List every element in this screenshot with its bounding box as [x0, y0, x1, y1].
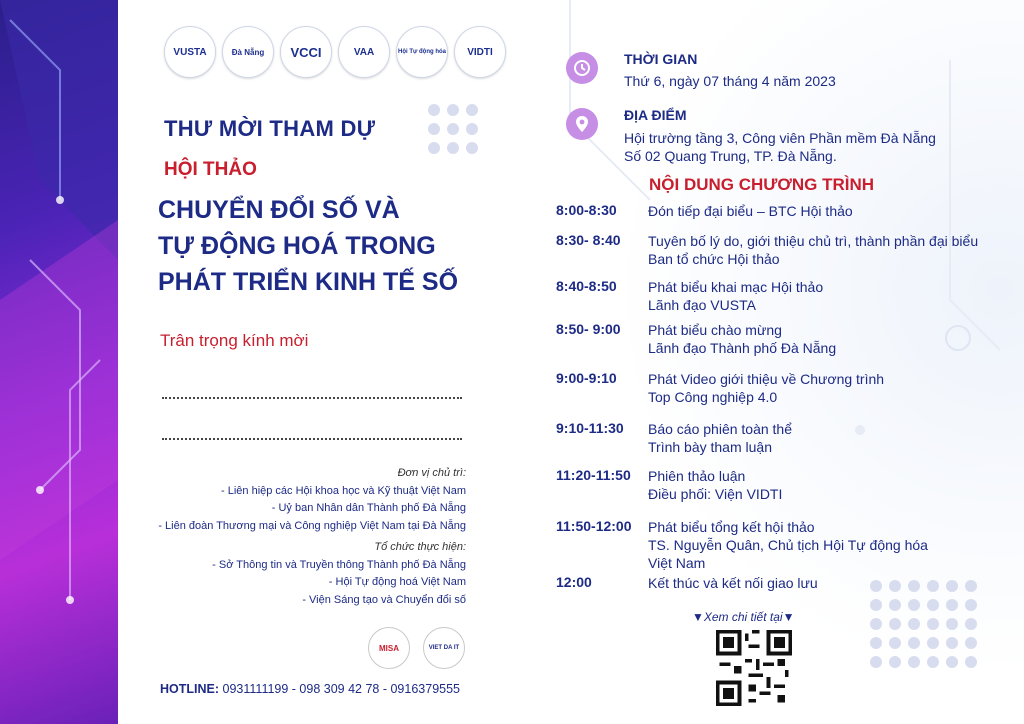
agenda-line: Phiên thảo luận: [648, 468, 746, 484]
hotline: [160, 682, 460, 696]
vaa-logo: [338, 26, 390, 78]
agenda-line: Đón tiếp đại biểu – BTC Hội thảo: [648, 203, 853, 219]
host-item: - Liên hiệp các Hội khoa học và Kỹ thuật Việt Nam: [221, 484, 466, 497]
agenda-line: Phát biểu tổng kết hội thảo: [648, 519, 815, 535]
circuit-pattern: [0, 0, 118, 724]
agenda-time: 9:00-9:10: [556, 370, 617, 386]
vaa-logo-text: VAA: [353, 46, 375, 58]
decorative-dots-top: [428, 104, 478, 154]
name-blank-line-2: [162, 438, 462, 440]
decorative-side-band: [0, 0, 118, 724]
agenda-time: 11:50-12:00: [556, 518, 632, 534]
time-label: THỜI GIAN: [624, 51, 698, 67]
host-header: Đơn vị chủ trì:: [397, 467, 466, 479]
agenda-time: 8:50- 9:00: [556, 321, 621, 337]
agenda-line: Ban tổ chức Hội thảo: [648, 251, 780, 267]
agenda-time: 8:40-8:50: [556, 278, 617, 294]
agenda-line: Trình bày tham luận: [648, 439, 772, 455]
clock-icon: [566, 52, 598, 84]
hotline-label: HOTLINE:: [160, 682, 220, 696]
qr-code[interactable]: [716, 630, 792, 706]
agenda-description: [648, 232, 1018, 268]
agenda-time: 8:00-8:30: [556, 202, 617, 218]
decorative-dots-bottom: [870, 580, 977, 668]
agenda-line: Lãnh đạo VUSTA: [648, 297, 756, 313]
vidti-logo: VIDTI: [454, 26, 506, 78]
name-blank-line-1: [162, 397, 462, 399]
hotline-numbers: 0931111199 - 098 309 42 78 - 0916379555: [222, 682, 460, 696]
agenda-line: Phát biểu chào mừng: [648, 322, 782, 338]
organizer-header: Tổ chức thực hiện:: [374, 541, 466, 553]
agenda-time: 8:30- 8:40: [556, 232, 621, 248]
details-link-text: ▼Xem chi tiết tại▼: [692, 610, 795, 624]
time-value: Thứ 6, ngày 07 tháng 4 năm 2023: [624, 73, 836, 89]
agenda-line: Việt Nam: [648, 555, 706, 571]
agenda-description: [648, 467, 1018, 503]
agenda-description: [648, 370, 1018, 406]
agenda-line: Tuyên bố lý do, giới thiệu chủ trì, thành phần đại biểu: [648, 233, 979, 249]
place-line-2: Số 02 Quang Trung, TP. Đà Nẵng.: [624, 148, 837, 164]
agenda-time: 12:00: [556, 574, 592, 590]
organizer-logos: [164, 26, 506, 78]
location-pin-icon: [566, 108, 598, 140]
agenda-time: 9:10-11:30: [556, 420, 624, 436]
event-title-line: PHÁT TRIỂN KINH TẾ SỐ: [158, 268, 459, 296]
agenda-line: Lãnh đạo Thành phố Đà Nẵng: [648, 340, 837, 356]
agenda-line: Top Công nghiệp 4.0: [648, 389, 778, 405]
agenda-line: Kết thúc và kết nối giao lưu: [648, 575, 818, 591]
organizer-item: - Hội Tự động hoá Việt Nam: [328, 576, 466, 588]
misa-logo: MISA: [368, 627, 410, 669]
vcci-logo: VCCI: [280, 26, 332, 78]
agenda-line: TS. Nguyễn Quân, Chủ tịch Hội Tự động hóa: [648, 537, 928, 553]
agenda-description: [648, 518, 1018, 572]
organizer-item: - Viện Sáng tạo và Chuyển đổi số: [302, 593, 466, 606]
agenda-line: Phát Video giới thiệu về Chương trình: [648, 371, 885, 387]
program-title: NỘI DUNG CHƯƠNG TRÌNH: [649, 175, 875, 194]
agenda-line: Báo cáo phiên toàn thể: [648, 421, 793, 437]
vietdait-logo: VIET DA IT: [423, 627, 465, 669]
program-panel: [530, 0, 1024, 724]
event-title: [158, 192, 458, 300]
danang-logo: Đà Nẵng: [222, 26, 274, 78]
agenda-line: Phát biểu khai mạc Hội thảo: [648, 279, 824, 295]
host-item: - Uỷ ban Nhân dân Thành phố Đà Nẵng: [271, 502, 466, 514]
organizer-item: - Sở Thông tin và Truyền thông Thành phố Đà Nẵng: [212, 558, 466, 571]
organizers-list: [158, 465, 466, 609]
event-type: HỘI THẢO: [164, 159, 257, 180]
agenda-description: [648, 202, 1018, 220]
agenda-description: [648, 278, 1018, 314]
event-title-line: TỰ ĐỘNG HOÁ TRONG: [158, 232, 436, 260]
invitation-panel: [118, 0, 530, 724]
event-title-line: CHUYỂN ĐỔI SỐ VÀ: [158, 196, 400, 224]
place-line-1: Hội trường tầng 3, Công viên Phần mềm Đà Nẵng: [624, 130, 936, 146]
vusta-logo: VUSTA: [164, 26, 216, 78]
agenda-description: [648, 420, 1018, 456]
place-label: ĐỊA ĐIỂM: [624, 107, 687, 123]
agenda-description: [648, 321, 1018, 357]
regards-text: Trân trọng kính mời: [160, 331, 309, 350]
agenda-time: 11:20-11:50: [556, 467, 631, 483]
agenda-line: Điều phối: Viện VIDTI: [648, 486, 783, 502]
host-item: - Liên đoàn Thương mại và Công nghiệp Việt Nam tại Đà Nẵng: [158, 519, 466, 532]
invitation-title: THƯ MỜI THAM DỰ: [164, 116, 376, 141]
automation-association-logo: Hội Tự động hóa: [396, 26, 448, 78]
